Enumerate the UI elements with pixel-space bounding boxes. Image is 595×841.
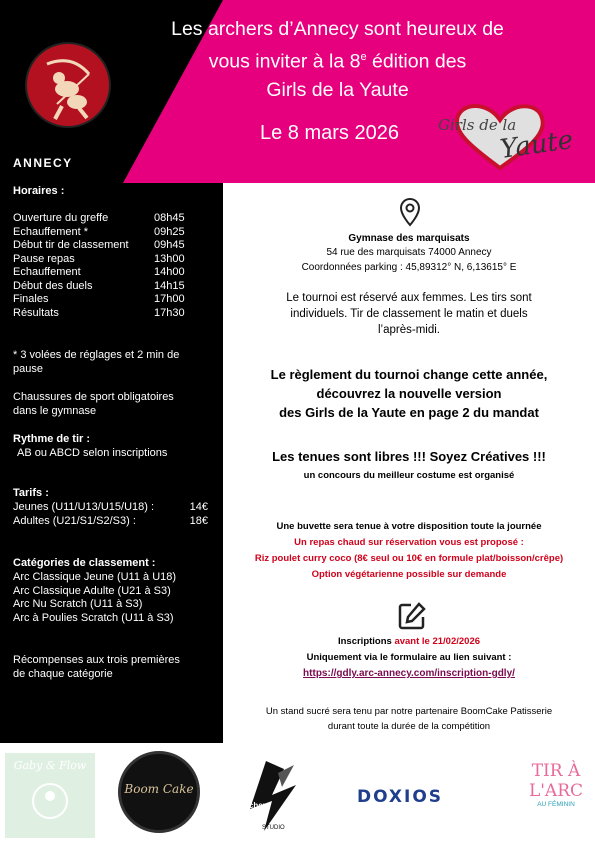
sponsor-doxios — [336, 787, 464, 807]
event-logo-text1: Girls de la — [438, 116, 517, 134]
title-line-2: vous inviter à la 8e édition des — [208, 50, 467, 73]
schedule-row: Début des duels 14h15 — [13, 279, 185, 292]
event-logo-text2: Yaute — [498, 125, 575, 165]
shoes-note: Chaussures de sport obligatoires dans le gymnase — [13, 391, 174, 417]
inscriptions-link-wrap — [223, 668, 595, 679]
location-pin-icon — [399, 197, 421, 227]
archery-sub: STUDIO — [262, 825, 285, 831]
archer-icon — [27, 44, 113, 130]
category-item: Arc Classique Jeune (U11 à U18) — [13, 571, 177, 583]
outfit-title: Les tenues sont libres !!! Soyez Créatives !!! — [272, 449, 546, 464]
venue-parking: Coordonnées parking : 45,89312° N, 6,13615° E — [301, 262, 517, 273]
inscriptions-link[interactable]: https://gdly.arc-annecy.com/inscription-gdly/ — [303, 668, 515, 679]
inscriptions-info: Uniquement via le formulaire au lien suivant : — [306, 652, 512, 663]
invitation-title — [150, 15, 525, 104]
schedule-row: Echauffement * 09h25 — [13, 225, 185, 238]
tir-arc-line3: AU FÉMININ — [537, 801, 575, 808]
venue-address: 54 rue des marquisats 74000 Annecy — [326, 247, 492, 258]
schedule-row: Pause repas 13h00 — [13, 252, 185, 265]
sponsor-gaby-flow — [5, 753, 95, 838]
doxios-text: DOXIOS — [356, 787, 444, 807]
tarifs-list — [13, 501, 218, 528]
rewards-note: Récompenses aux trois premières de chaque catégorie — [13, 654, 180, 680]
outfit-sub: un concours du meilleur costume est organisé — [303, 470, 515, 481]
buvette-note: Une buvette sera tenue à votre disposition toute la journée — [276, 521, 542, 532]
tir-arc-line2: L'ARC — [528, 781, 584, 801]
club-logo-word: ANNECY — [13, 156, 73, 170]
sponsor-tir-arc-feminin — [520, 761, 592, 839]
schedule-row: Résultats 17h30 — [13, 306, 185, 319]
gaby-flow-text: Gaby & Flow — [13, 759, 87, 772]
schedule-row: Echauffement 14h00 — [13, 266, 185, 278]
inscriptions-deadline: Inscriptions avant le 21/02/2026 — [337, 636, 481, 647]
girls-de-la-yaute-logo — [430, 96, 595, 176]
venue-name: Gymnase des marquisats — [348, 233, 470, 244]
sponsor-boomcake — [118, 751, 200, 833]
tournament-description: Le tournoi est réservé aux femmes. Les tirs sont individuels. Tir de classement le matin et duels l’après-midi. — [286, 292, 532, 336]
horaires-title: Horaires : — [13, 185, 65, 197]
tarif-row: Adultes (U21/S1/S2/S3) : 18€ — [13, 514, 208, 527]
rules-notice: Le règlement du tournoi change cette année, découvrez la nouvelle version des Girls de la Yaute en page 2 du mandat — [270, 367, 548, 420]
category-item: Arc Classique Adulte (U21 à S3) — [13, 584, 171, 597]
tarifs-title: Tarifs : — [13, 487, 49, 499]
gaby-flow-icon — [30, 781, 70, 821]
schedule-row: Finales 17h00 — [13, 293, 185, 305]
sponsors-bar — [0, 743, 595, 841]
club-logo — [25, 42, 111, 128]
meal-line-2: Riz poulet curry coco (8€ seul ou 10€ en formule plat/boisson/crêpe) — [254, 553, 564, 564]
boomcake-text: Boom Cake — [124, 782, 194, 796]
event-date: Le 8 mars 2026 — [260, 122, 399, 144]
stand-note: Un stand sucré sera tenu par notre partenaire BoomCake Patisserie durant toute la durée de la compétition — [265, 706, 553, 732]
archery-text: Archery — [240, 801, 271, 810]
sponsor-archery-studio — [238, 755, 308, 837]
sidebar — [0, 183, 223, 743]
rythme-title: Rythme de tir : — [13, 433, 91, 445]
warmup-note: * 3 volées de réglages et 2 min de pause — [13, 349, 180, 375]
category-item: Arc Nu Scratch (U11 à S3) — [13, 598, 143, 610]
categories-list — [13, 571, 218, 625]
schedule-row: Début tir de classement 09h45 — [13, 239, 185, 251]
meal-line-1: Un repas chaud sur réservation vous est proposé : — [294, 537, 524, 548]
title-line-3: Girls de la Yaute — [266, 78, 409, 101]
schedule-list — [13, 212, 218, 320]
tarif-row: Jeunes (U11/U13/U15/U18) : 14€ — [13, 501, 208, 513]
tir-arc-line1: TIR À — [531, 761, 581, 781]
meal-line-3: Option végétarienne possible sur demande — [311, 569, 507, 580]
rythme-text: AB ou ABCD selon inscriptions — [17, 447, 168, 459]
category-item: Arc à Poulies Scratch (U11 à S3) — [13, 611, 174, 624]
categories-title: Catégories de classement : — [13, 557, 156, 569]
title-line-1: Les archers d’Annecy sont heureux de — [171, 18, 504, 40]
schedule-row: Ouverture du greffe 08h45 — [13, 212, 185, 224]
edit-form-icon — [397, 601, 427, 631]
